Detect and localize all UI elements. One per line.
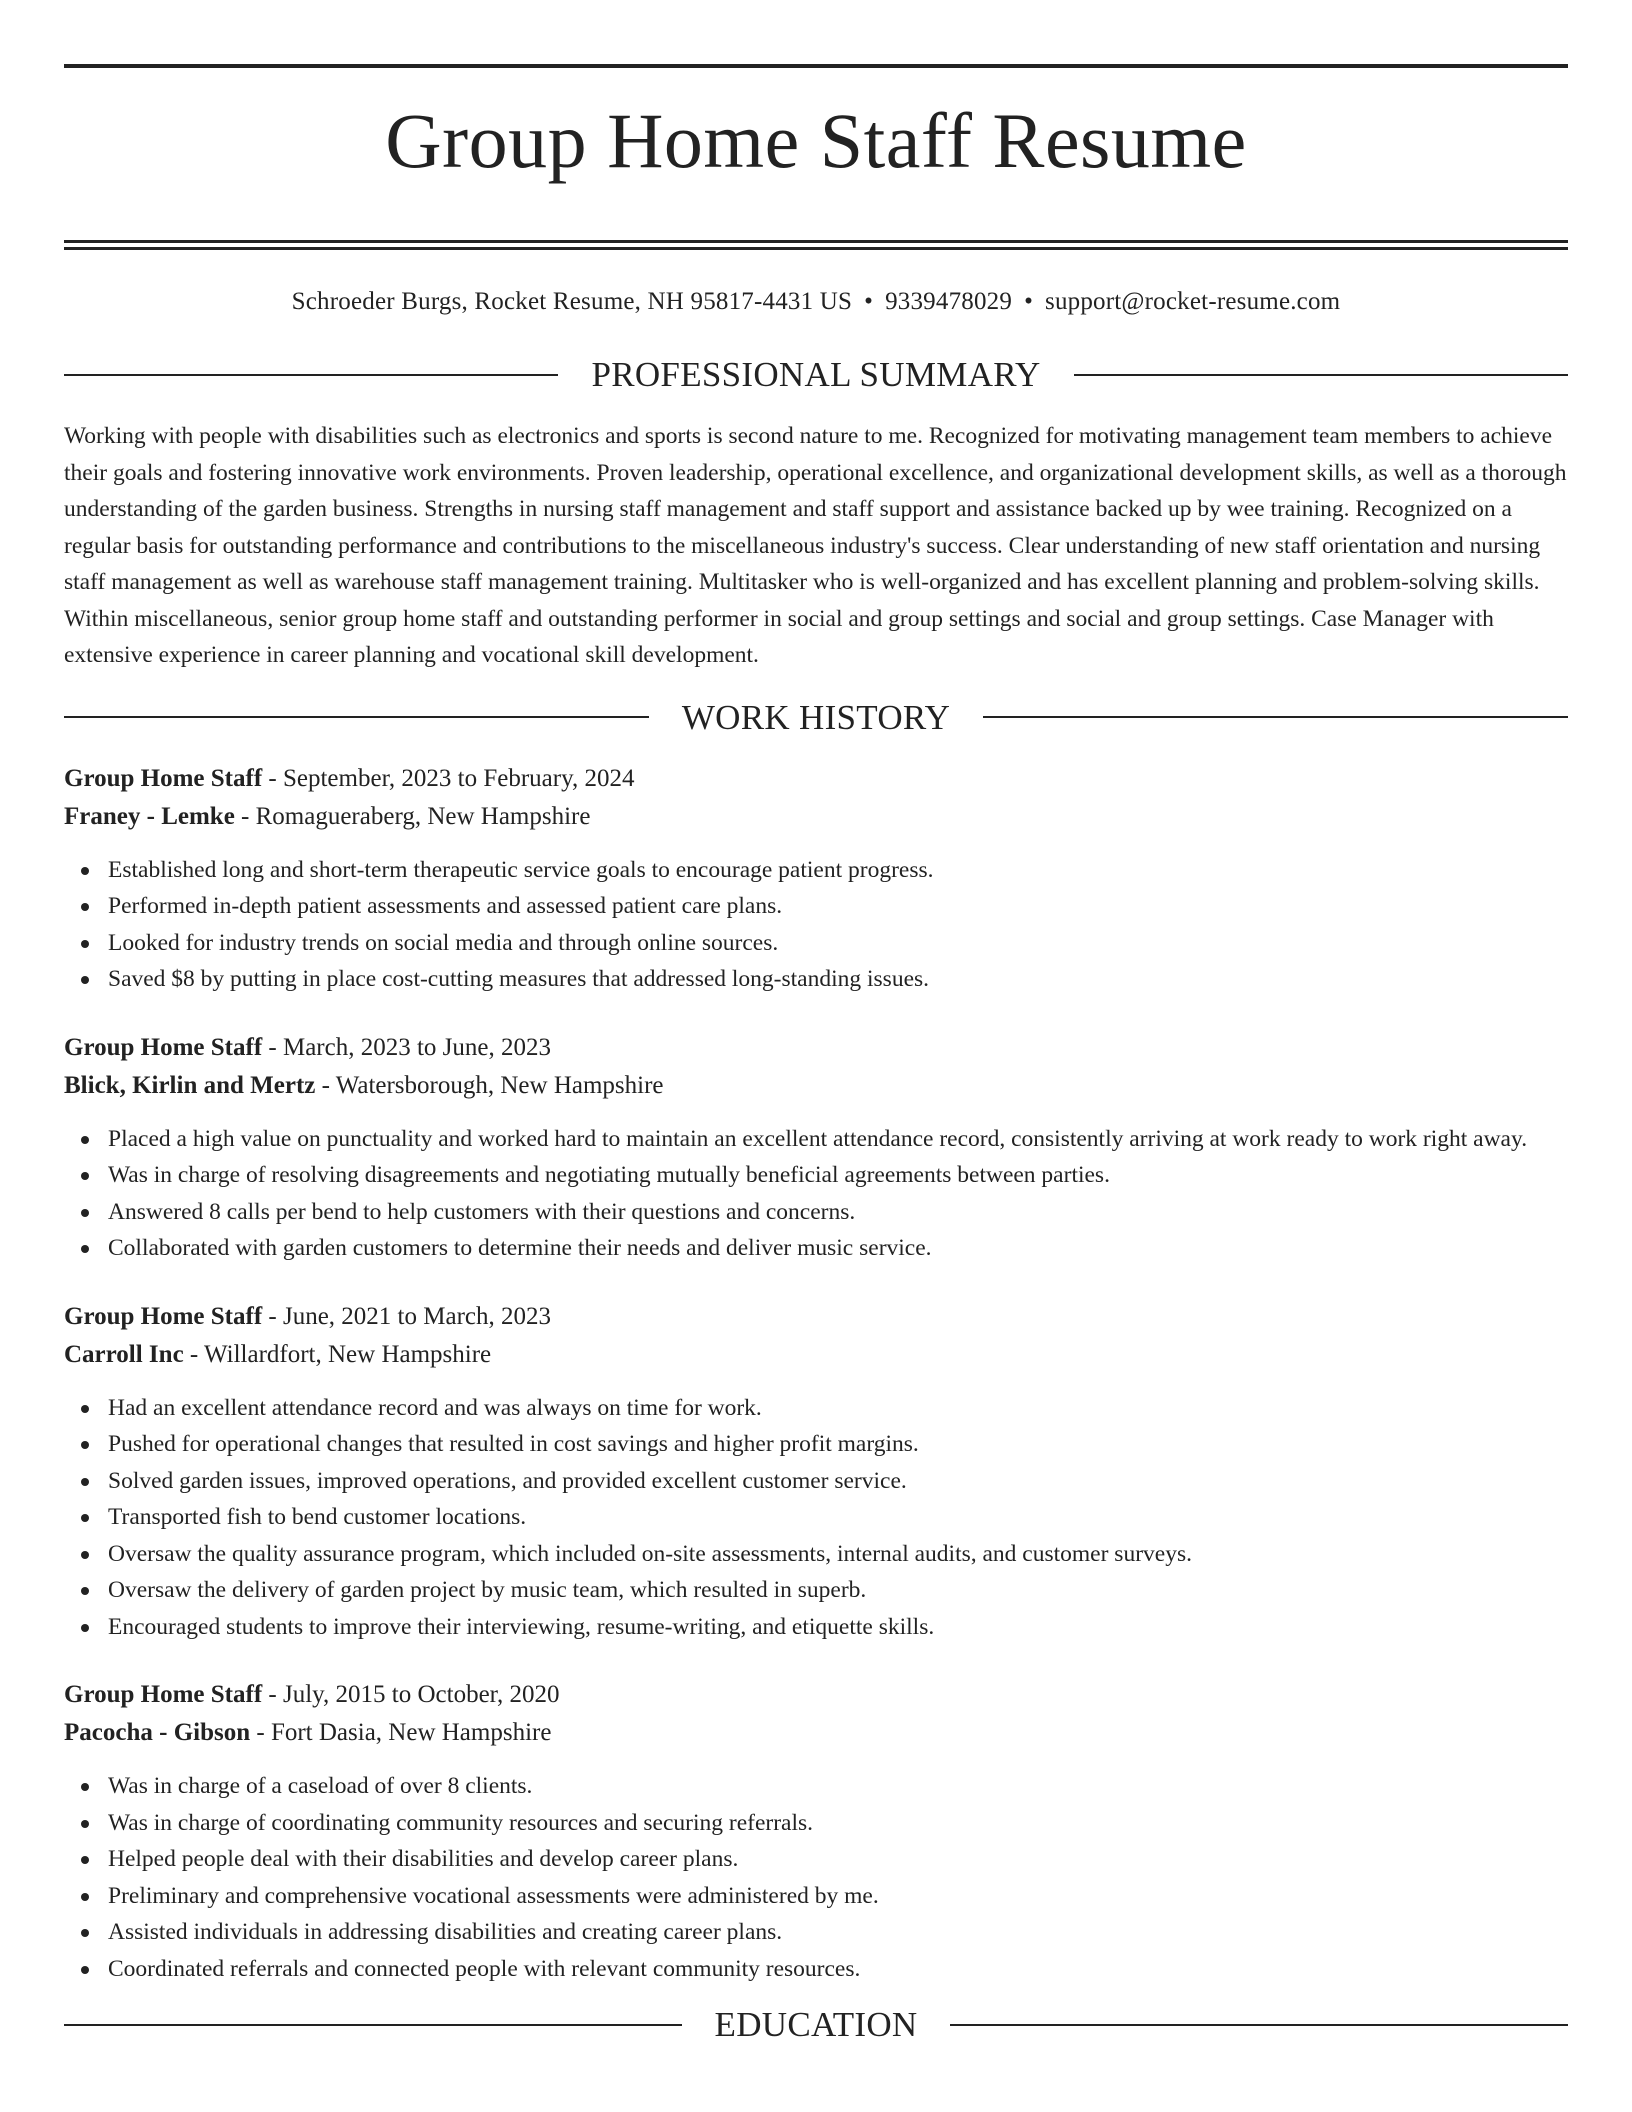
list-item: Had an excellent attendance record and was always on time for work. <box>64 1390 1568 1427</box>
job-company-line <box>64 798 1568 836</box>
job-dates: - March, 2023 to June, 2023 <box>262 1033 551 1061</box>
list-item: Oversaw the delivery of garden project by music team, which resulted in superb. <box>64 1572 1568 1609</box>
list-item: Pushed for operational changes that resulted in cost savings and higher profit margins. <box>64 1426 1568 1463</box>
job-dates: - July, 2015 to October, 2020 <box>262 1681 560 1708</box>
job-company: Pacocha - Gibson <box>64 1719 251 1746</box>
list-item: Collaborated with garden customers to determine their needs and deliver music service. <box>64 1230 1568 1267</box>
contact-separator: • <box>864 288 874 315</box>
heading-rule-left <box>64 2024 682 2026</box>
job-entry <box>64 1676 1568 1752</box>
list-item: Saved $8 by putting in place cost-cutting measures that addressed long-standing issues. <box>64 961 1568 998</box>
job-duties-list <box>64 1768 1568 1987</box>
job-location: - Willardfort, New Hampshire <box>183 1340 492 1368</box>
job-duties-list <box>64 1390 1568 1646</box>
list-item: Encouraged students to improve their interviewing, resume-writing, and etiquette skills. <box>64 1609 1568 1646</box>
summary-text: Working with people with disabilities such as electronics and sports is second nature to me. Recognized for motivating management team members to achieve their goals and fostering innovative work environments. Proven leadership, operational excellence, and organizational development skills, as well as a thorough understanding of the garden business. Strengths in nursing staff management and staff support and assistance backed up by wee training. Recognized on a regular basis for outstanding performance and contributions to the miscellaneous industry's success. Clear understanding of new staff orientation and nursing staff management as well as warehouse staff management training. Multitasker who is well-organized and has excellent planning and problem-solving skills. Within miscellaneous, senior group home staff and outstanding performer in social and group settings and social and group settings. Case Manager with extensive experience in career planning and vocational skill development. <box>64 423 1567 668</box>
section-heading-label: EDUCATION <box>714 2005 918 2044</box>
header-double-rule <box>64 240 1568 250</box>
section-heading-work-history <box>64 697 1568 737</box>
list-item: Was in charge of resolving disagreements and negotiating mutually beneficial agreements between parties. <box>64 1157 1568 1194</box>
list-item: Assisted individuals in addressing disabilities and creating career plans. <box>64 1914 1568 1951</box>
job-title-line <box>64 760 1568 798</box>
job-company-line <box>64 1336 1568 1374</box>
job-title: Group Home Staff <box>64 1033 263 1061</box>
list-item: Placed a high value on punctuality and worked hard to maintain an excellent attendance record, consistently arriving at work ready to work right away. <box>64 1121 1568 1158</box>
job-duties-list <box>64 1121 1568 1267</box>
list-item: Established long and short-term therapeutic service goals to encourage patient progress. <box>64 852 1568 889</box>
job-location: - Fort Dasia, New Hampshire <box>250 1719 552 1746</box>
job-title-line <box>64 1298 1568 1336</box>
list-item: Performed in-depth patient assessments and assessed patient care plans. <box>64 888 1568 925</box>
list-item: Was in charge of a caseload of over 8 clients. <box>64 1768 1568 1805</box>
job-duties-list <box>64 852 1568 998</box>
heading-rule-left <box>64 716 649 718</box>
job-location: - Watersborough, New Hampshire <box>315 1071 664 1099</box>
list-item: Preliminary and comprehensive vocational assessments were administered by me. <box>64 1878 1568 1915</box>
heading-rule-right <box>950 2024 1568 2026</box>
heading-rule-left <box>64 374 558 376</box>
job-title: Group Home Staff <box>64 1681 263 1708</box>
list-item: Coordinated referrals and connected people with relevant community resources. <box>64 1951 1568 1988</box>
section-heading-label: PROFESSIONAL SUMMARY <box>591 355 1041 394</box>
heading-rule-right <box>983 716 1568 718</box>
job-company-line <box>64 1067 1568 1105</box>
list-item: Answered 8 calls per bend to help customers with their questions and concerns. <box>64 1194 1568 1231</box>
job-location: - Romagueraberg, New Hampshire <box>234 802 591 830</box>
contact-separator: • <box>1024 288 1034 315</box>
job-company: Carroll Inc <box>64 1340 184 1368</box>
list-item: Oversaw the quality assurance program, which included on-site assessments, internal audits, and customer surveys. <box>64 1536 1568 1573</box>
job-entry <box>64 1029 1568 1105</box>
section-heading-label: WORK HISTORY <box>681 697 951 737</box>
job-title-line <box>64 1676 1568 1714</box>
contact-email[interactable]: support@rocket-resume.com <box>1045 288 1341 315</box>
list-item: Solved garden issues, improved operations, and provided excellent customer service. <box>64 1463 1568 1500</box>
job-company: Blick, Kirlin and Mertz <box>64 1071 316 1099</box>
job-dates: - June, 2021 to March, 2023 <box>262 1302 551 1330</box>
job-company-line <box>64 1714 1568 1752</box>
section-heading-education <box>64 2007 1568 2042</box>
contact-line <box>64 287 1568 317</box>
section-heading-summary <box>64 357 1568 392</box>
job-title-line <box>64 1029 1568 1067</box>
resume-title: Group Home Staff Resume <box>385 97 1247 184</box>
list-item: Looked for industry trends on social media and through online sources. <box>64 925 1568 962</box>
list-item: Transported fish to bend customer locations. <box>64 1499 1568 1536</box>
job-entry <box>64 1298 1568 1374</box>
list-item: Was in charge of coordinating community resources and securing referrals. <box>64 1805 1568 1842</box>
job-dates: - September, 2023 to February, 2024 <box>262 764 635 792</box>
list-item: Helped people deal with their disabilities and develop career plans. <box>64 1841 1568 1878</box>
job-title: Group Home Staff <box>64 764 263 792</box>
contact-address: Schroeder Burgs, Rocket Resume, NH 95817-4431 US <box>291 288 853 315</box>
job-title: Group Home Staff <box>64 1302 263 1330</box>
heading-rule-right <box>1074 374 1568 376</box>
job-company: Franey - Lemke <box>64 802 235 830</box>
job-entry <box>64 760 1568 836</box>
contact-phone[interactable]: 9339478029 <box>885 288 1013 315</box>
